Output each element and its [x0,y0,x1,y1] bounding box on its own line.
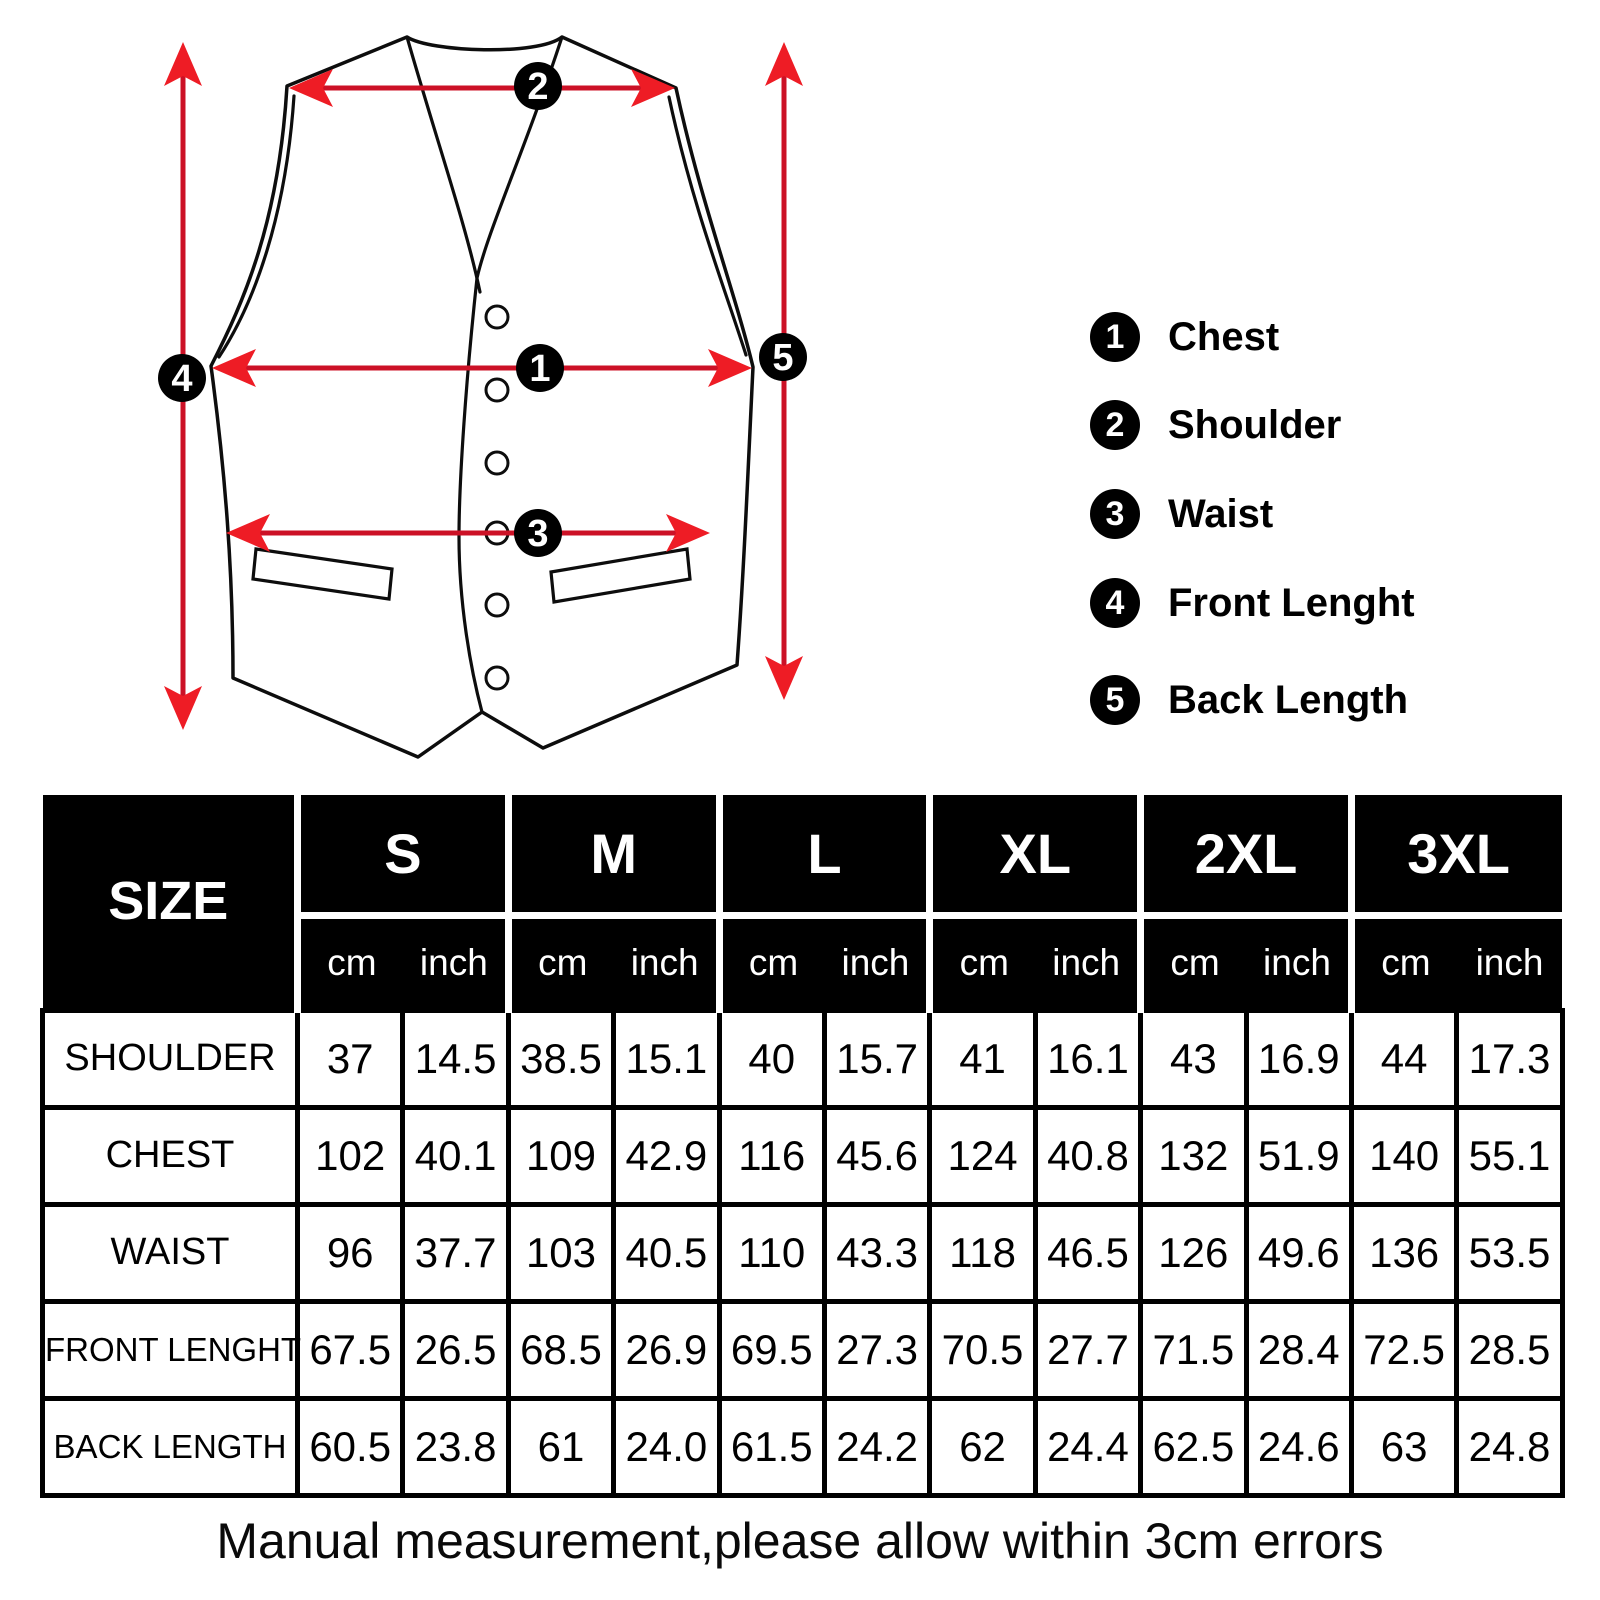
unit-header: cm [719,915,824,1010]
row-label: CHEST [43,1107,298,1204]
col-header-xl: XL [930,795,1141,915]
table-cell: 24.4 [1035,1398,1140,1495]
table-cell: 15.7 [824,1010,929,1107]
table-cell: 45.6 [824,1107,929,1204]
table-cell: 126 [1141,1204,1246,1301]
table-cell: 38.5 [508,1010,613,1107]
legend-item-back-length [1090,675,1408,725]
table-row-chest [43,1107,1563,1204]
table-cell: 27.3 [824,1301,929,1398]
size-table [40,795,1565,1498]
table-cell: 49.6 [1246,1204,1351,1301]
col-header-s: S [298,795,509,915]
vest-drawing [211,37,753,757]
legend-num-2: 2 [1090,400,1140,450]
table-cell: 15.1 [614,1010,719,1107]
svg-text:4: 4 [171,358,193,400]
legend-label-chest: Chest [1168,314,1280,359]
col-header-l: L [719,795,930,915]
table-cell: 110 [719,1204,824,1301]
table-cell: 44 [1351,1010,1456,1107]
table-cell: 46.5 [1035,1204,1140,1301]
table-cell: 37 [298,1010,403,1107]
table-cell: 136 [1351,1204,1456,1301]
vest-measurement-diagram [0,0,1600,780]
unit-header: inch [824,915,929,1010]
svg-text:3: 3 [527,513,549,555]
marker-waist [514,509,562,557]
unit-header: cm [298,915,403,1010]
table-cell: 40 [719,1010,824,1107]
unit-header: inch [1035,915,1140,1010]
table-cell: 24.0 [614,1398,719,1495]
table-row-waist [43,1204,1563,1301]
table-cell: 51.9 [1246,1107,1351,1204]
table-corner-size: SIZE [43,795,298,1010]
measurement-note: Manual measurement,please allow within 3cm errors [216,1513,1384,1569]
table-cell: 60.5 [298,1398,403,1495]
table-cell: 69.5 [719,1301,824,1398]
table-cell: 27.7 [1035,1301,1140,1398]
unit-header: cm [930,915,1035,1010]
legend-num-4: 4 [1090,578,1140,628]
table-cell: 43 [1141,1010,1246,1107]
table-cell: 23.8 [403,1398,508,1495]
row-label: WAIST [43,1204,298,1301]
svg-text:1: 1 [529,348,551,390]
row-label: SHOULDER [43,1010,298,1107]
table-cell: 102 [298,1107,403,1204]
table-cell: 124 [930,1107,1035,1204]
table-cell: 71.5 [1141,1301,1246,1398]
table-cell: 118 [930,1204,1035,1301]
row-label: FRONT LENGHT [43,1301,298,1398]
table-cell: 14.5 [403,1010,508,1107]
legend-item-chest [1090,312,1279,362]
table-cell: 103 [508,1204,613,1301]
table-cell: 62 [930,1398,1035,1495]
legend-item-waist [1090,489,1273,539]
table-row-front-length [43,1301,1563,1398]
table-cell: 17.3 [1457,1010,1562,1107]
legend-num-3: 3 [1090,489,1140,539]
table-row-shoulder [43,1010,1563,1107]
table-cell: 72.5 [1351,1301,1456,1398]
table-cell: 42.9 [614,1107,719,1204]
table-cell: 28.5 [1457,1301,1562,1398]
table-cell: 37.7 [403,1204,508,1301]
table-cell: 41 [930,1010,1035,1107]
marker-front-length [158,354,206,402]
unit-header: inch [614,915,719,1010]
col-header-m: M [508,795,719,915]
legend-num-5: 5 [1090,675,1140,725]
table-cell: 40.8 [1035,1107,1140,1204]
marker-back-length [759,333,807,381]
table-cell: 61.5 [719,1398,824,1495]
marker-chest [516,344,564,392]
table-cell: 16.9 [1246,1010,1351,1107]
table-cell: 61 [508,1398,613,1495]
svg-text:5: 5 [772,337,794,379]
table-cell: 63 [1351,1398,1456,1495]
unit-header: inch [1246,915,1351,1010]
unit-header: inch [1457,915,1562,1010]
table-cell: 28.4 [1246,1301,1351,1398]
marker-shoulder [514,62,562,110]
table-cell: 53.5 [1457,1204,1562,1301]
legend-item-shoulder [1090,400,1341,450]
table-cell: 132 [1141,1107,1246,1204]
table-cell: 70.5 [930,1301,1035,1398]
table-cell: 26.5 [403,1301,508,1398]
vest-outline [211,37,753,757]
unit-header: cm [1351,915,1456,1010]
col-header-2xl: 2XL [1141,795,1352,915]
table-cell: 24.6 [1246,1398,1351,1495]
unit-header: cm [508,915,613,1010]
legend-label-front-length: Front Lenght [1168,580,1415,625]
table-cell: 24.8 [1457,1398,1562,1495]
table-row-back-length [43,1398,1563,1495]
row-label: BACK LENGTH [43,1398,298,1495]
table-cell: 116 [719,1107,824,1204]
legend-item-front-length [1090,578,1415,628]
table-cell: 26.9 [614,1301,719,1398]
legend-label-waist: Waist [1168,491,1274,536]
col-header-3xl: 3XL [1351,795,1562,915]
legend-label-shoulder: Shoulder [1168,402,1342,447]
table-cell: 24.2 [824,1398,929,1495]
table-cell: 16.1 [1035,1010,1140,1107]
table-cell: 96 [298,1204,403,1301]
svg-text:2: 2 [527,66,549,108]
unit-header: cm [1141,915,1246,1010]
table-cell: 140 [1351,1107,1456,1204]
legend-label-back-length: Back Length [1168,677,1409,722]
unit-header: inch [403,915,508,1010]
table-cell: 68.5 [508,1301,613,1398]
table-cell: 109 [508,1107,613,1204]
table-cell: 40.1 [403,1107,508,1204]
legend-num-1: 1 [1090,312,1140,362]
table-cell: 43.3 [824,1204,929,1301]
table-cell: 67.5 [298,1301,403,1398]
table-cell: 62.5 [1141,1398,1246,1495]
table-cell: 55.1 [1457,1107,1562,1204]
table-cell: 40.5 [614,1204,719,1301]
